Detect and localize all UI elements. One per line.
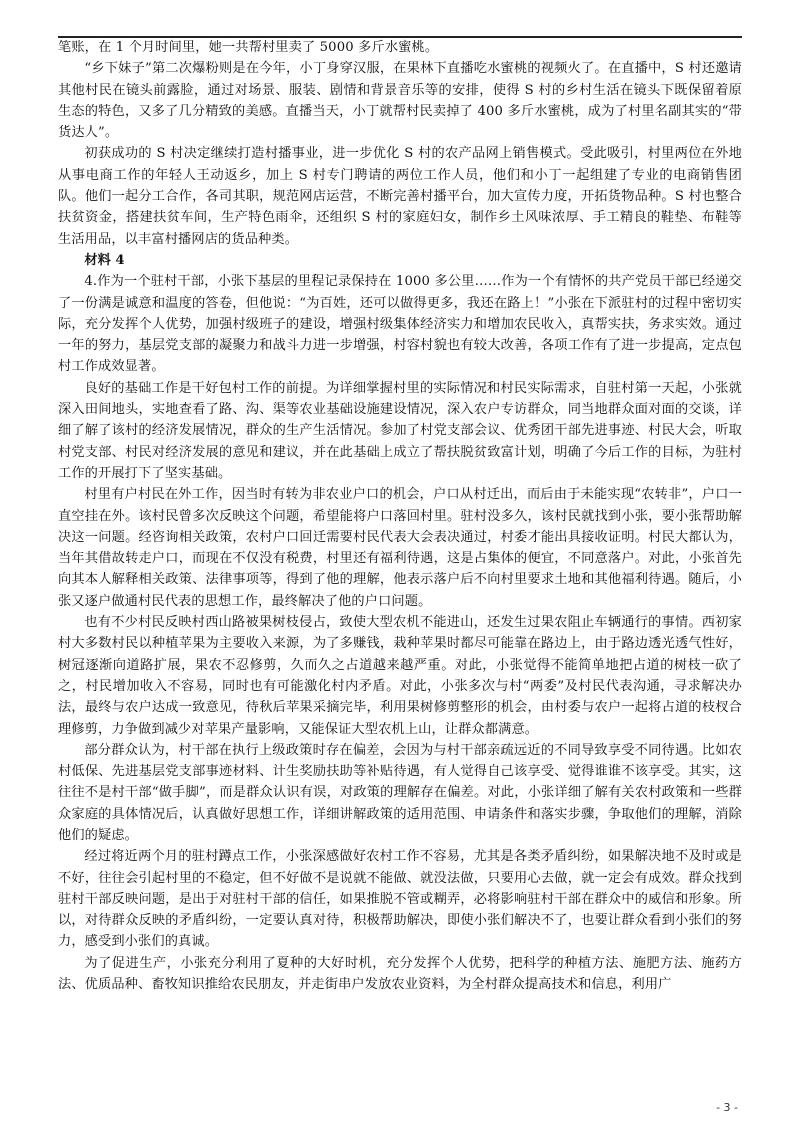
paragraph: 笔账，在 1 个月时间里，她一共帮村里卖了 5000 多斤水蜜桃。 xyxy=(58,40,439,55)
paragraph: 也有不少村民反映村西山路被果树枝侵占，致使大型农机不能进山，还发生过果农阻止车辆通行的事情。西初家村大多数村民以种植苹果为主要收入来源，为了多赚钱，栽种苹果时都尽可能靠在路边上，由于路边透光透气性好，树冠逐渐向道路扩展，果农不忍修剪，久而久之占道越来越严重。对此，小张觉得不能简单地把占道的树枝一砍了之，村民增加收入不容易，同时也有可能激化村内矛盾。对此，小张多次与村“两委”及村民代表沟通，寻求解决办法，最终与农户达成一致意见，待秋后苹果采摘完毕，利用果树修剪整形的机会，由村委与农户一起将占道的枝杈合理修剪，力争做到减少对苹果产量影响，又能保证大型农机上山，让群众都满意。 xyxy=(58,615,742,737)
paragraph: 经过将近两个月的驻村蹲点工作，小张深感做好农村工作不容易，尤其是各类矛盾纠纷，如果解决地不及时或是不好，往往会引起村里的不稳定，但不好做不是说就不能做、就没法做，只要用心去做，就一定会有成效。群众找到驻村干部反映问题，是出于对驻村干部的信任，如果推脱不管或糊弄，必将影响驻村干部在群众中的威信和形象。所以，对待群众反映的矛盾纠纷，一定要认真对待，积极帮助解决，即使小张们解决不了，也要让群众看到小张们的努力，感受到小张们的真诚。 xyxy=(58,849,742,950)
paragraph: 初获成功的 S 村决定继续打造村播事业，进一步优化 S 村的农产品网上销售模式。受此吸引，村里两位在外地从事电商工作的年轻人王动返乡，加上 S 村专门聘请的两位工作人员，他们和小丁一起组建了专业的电商销售团队。他们一起分工合作，各司其职，规范网店运营，不断完善村播平台，加大宣传力度，开拓货物品种。S 村也整合扶贫资金，搭建扶贫车间，生产特色雨伞，还组织 S 村的家庭妇女，制作乡土风味浓厚、手工精良的鞋垫、布鞋等生活用品，以丰富村播网店的货品种类。 xyxy=(58,146,742,247)
document-body xyxy=(58,37,742,995)
paragraph: 部分群众认为，村干部在执行上级政策时存在偏差，会因为与村干部亲疏远近的不同导致享受不同待遇。比如农村低保、先进基层党支部事迹材料、计生奖励扶助等补贴待遇，有人觉得自己该享受、觉得谁谁不该享受。其实，这往往不是村干部“做手脚”，而是群众认识有误，对政策的理解存在偏差。对此，小张详细了解有关农村政策和一些群众家庭的具体情况后，认真做好思想工作，详细讲解政策的适用范围、申请条件和落实步骤，争取他们的理解，消除他们的疑虑。 xyxy=(58,742,742,843)
paragraph: 为了促进生产，小张充分利用了夏种的大好时机，充分发挥个人优势，把科学的种植方法、施肥方法、施药方法、优质品种、畜牧知识推给农民朋友，并走街串户发放农业资料，为全村群众提高技术和信息，利用广 xyxy=(58,955,742,993)
paragraph: 4.作为一个驻村干部，小张下基层的里程记录保持在 1000 多公里……作为一个有情怀的共产党员干部已经递交了一份满是诚意和温度的答卷，但他说：“为百姓，还可以做得更多，我还在路上！”小张在下派驻村的过程中密切实际，充分发挥个人优势，加强村级班子的建设，增强村级集体经济实力和增加农民收入，真帮实扶，务求实效。通过一年的努力，基层党支部的凝聚力和战斗力进一步增强，村容村貌也有较大改善，各项工作有了进一步提高，定点包村工作成效显著。 xyxy=(58,274,742,375)
paragraph: “乡下妹子”第二次爆粉则是在今年，小丁身穿汉服，在果林下直播吃水蜜桃的视频火了。在直播中，S 村还邀请其他村民在镜头前露脸，通过对场景、服装、剧情和背景音乐等的安排，使得 S 村的乡村生活在镜头下既保留着原生态的特色，又多了几分精致的美感。直播当天，小丁就帮村民卖掉了 400 多斤水蜜桃，成为了村里名副其实的“带货达人”。 xyxy=(58,61,742,141)
section-heading: 材料 4 xyxy=(84,252,125,268)
page-number: - 3 - xyxy=(716,1101,738,1114)
paragraph: 村里有户村民在外工作，因当时有转为非农业户口的机会，户口从村迁出，而后由于未能实现“农转非”，户口一直空挂在外。该村民曾多次反映这个问题，希望能将户口落回村里。驻村没多久，该村民就找到小张，要小张帮助解决这一问题。经咨询相关政策，农村户口回迁需要村民代表大会表决通过，村委才能出具接收证明。村民大都认为，当年其借故转走户口，而现在不仅没有税费，村里还有福利待遇，这是占集体的便宜，不同意落户。对此，小张首先向其本人解释相关政策、法律事项等，得到了他的理解，他表示落户后不向村里要求土地和其他福利待遇。随后，小张又逐户做通村民代表的思想工作，最终解决了他的户口问题。 xyxy=(58,487,742,609)
paragraph: 良好的基础工作是干好包村工作的前提。为详细掌握村里的实际情况和村民实际需求，自驻村第一天起，小张就深入田间地头，实地查看了路、沟、渠等农业基础设施建设情况，深入农户专访群众，同当地群众面对面的交谈，详细了解了该村的经济发展情况，群众的生产生活情况。参加了村党支部会议、优秀团干部先进事迹、村民大会，听取村党支部、村民对经济发展的意见和建议，并在此基础上成立了帮扶脱贫致富计划，明确了今后工作的目标，为驻村工作的开展打下了坚实基础。 xyxy=(58,380,742,481)
